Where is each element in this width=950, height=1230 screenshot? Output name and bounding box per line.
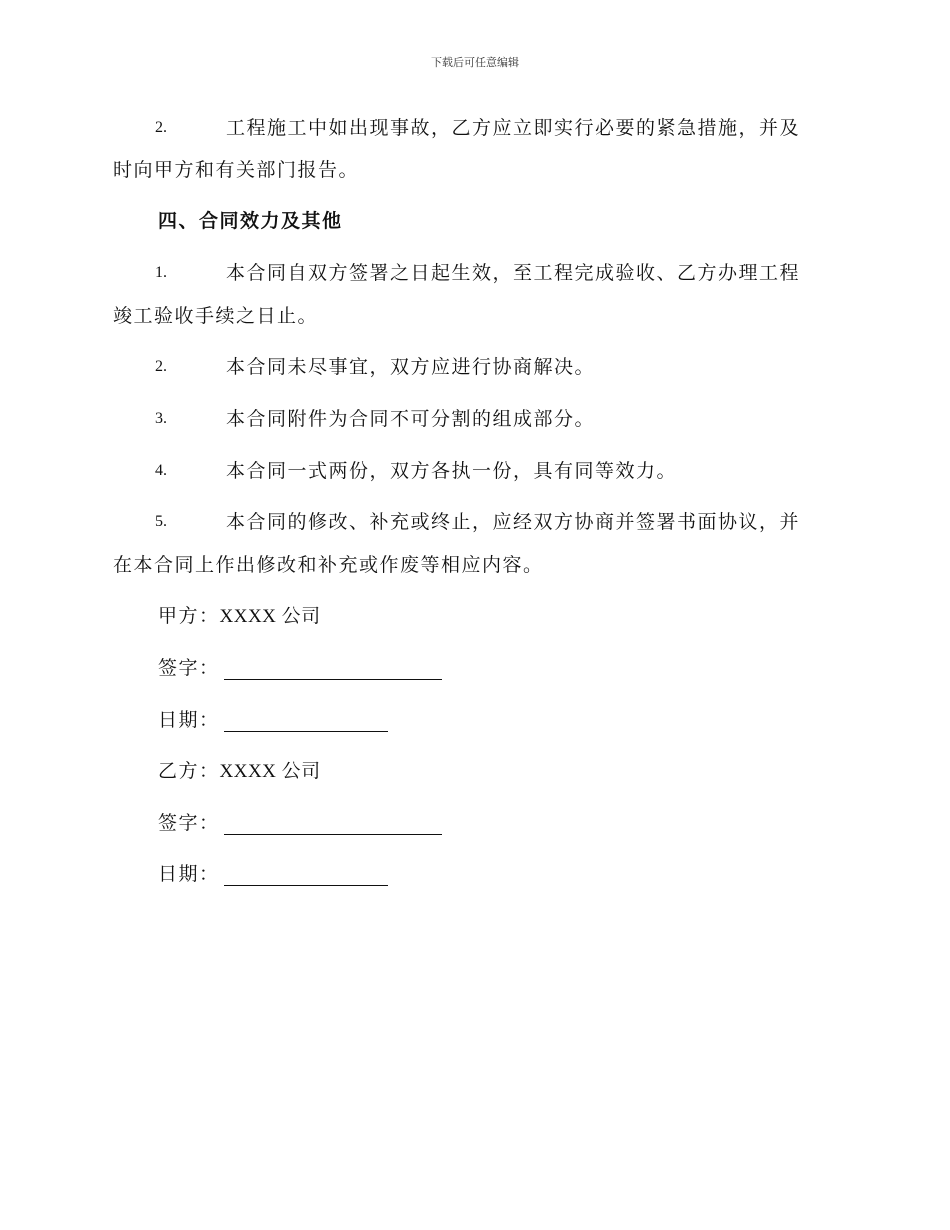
clause-number: 1.	[155, 264, 167, 281]
clause-number: 4.	[155, 462, 167, 479]
party-b-date-label: 日期：	[158, 863, 220, 885]
party-a-sign-blank	[224, 659, 442, 680]
party-a-date-blank	[224, 711, 388, 732]
clause-text: 本合同附件为合同不可分割的组成部分。	[226, 408, 596, 430]
party-b-label: 乙方：	[158, 760, 220, 782]
clause-text: 本合同一式两份，双方各执一份，具有同等效力。	[226, 460, 678, 482]
clause-number: 3.	[155, 410, 167, 427]
party-a-sign-label: 签字：	[158, 657, 220, 679]
clause-text: 本合同自双方签署之日起生效，至工程完成验收、乙方办理工程	[226, 262, 801, 284]
clause-text: 工程施工中如出现事故，乙方应立即实行必要的紧急措施，并及	[226, 117, 801, 139]
clause-number: 2.	[155, 358, 167, 375]
party-b-sign-label: 签字：	[158, 812, 220, 834]
clause-text: 本合同未尽事宜，双方应进行协商解决。	[226, 356, 596, 378]
page-header: 下载后可任意编辑	[431, 56, 519, 69]
section-title: 四、合同效力及其他	[158, 210, 343, 232]
party-a-company: XXXX 公司	[219, 606, 321, 627]
clause-text-cont: 竣工验收手续之日止。	[113, 305, 319, 327]
party-b-date-blank	[224, 865, 388, 886]
party-b-sign-blank	[224, 814, 442, 835]
party-b-company: XXXX 公司	[219, 761, 321, 782]
party-a-label: 甲方：	[158, 605, 220, 627]
clause-number: 5.	[155, 513, 167, 530]
clause-text: 本合同的修改、补充或终止，应经双方协商并签署书面协议，并	[226, 511, 801, 533]
party-a-date-label: 日期：	[158, 709, 220, 731]
clause-number: 2.	[155, 119, 167, 136]
clause-text-cont: 在本合同上作出修改和补充或作废等相应内容。	[113, 554, 544, 576]
clause-text-cont: 时向甲方和有关部门报告。	[113, 159, 360, 181]
